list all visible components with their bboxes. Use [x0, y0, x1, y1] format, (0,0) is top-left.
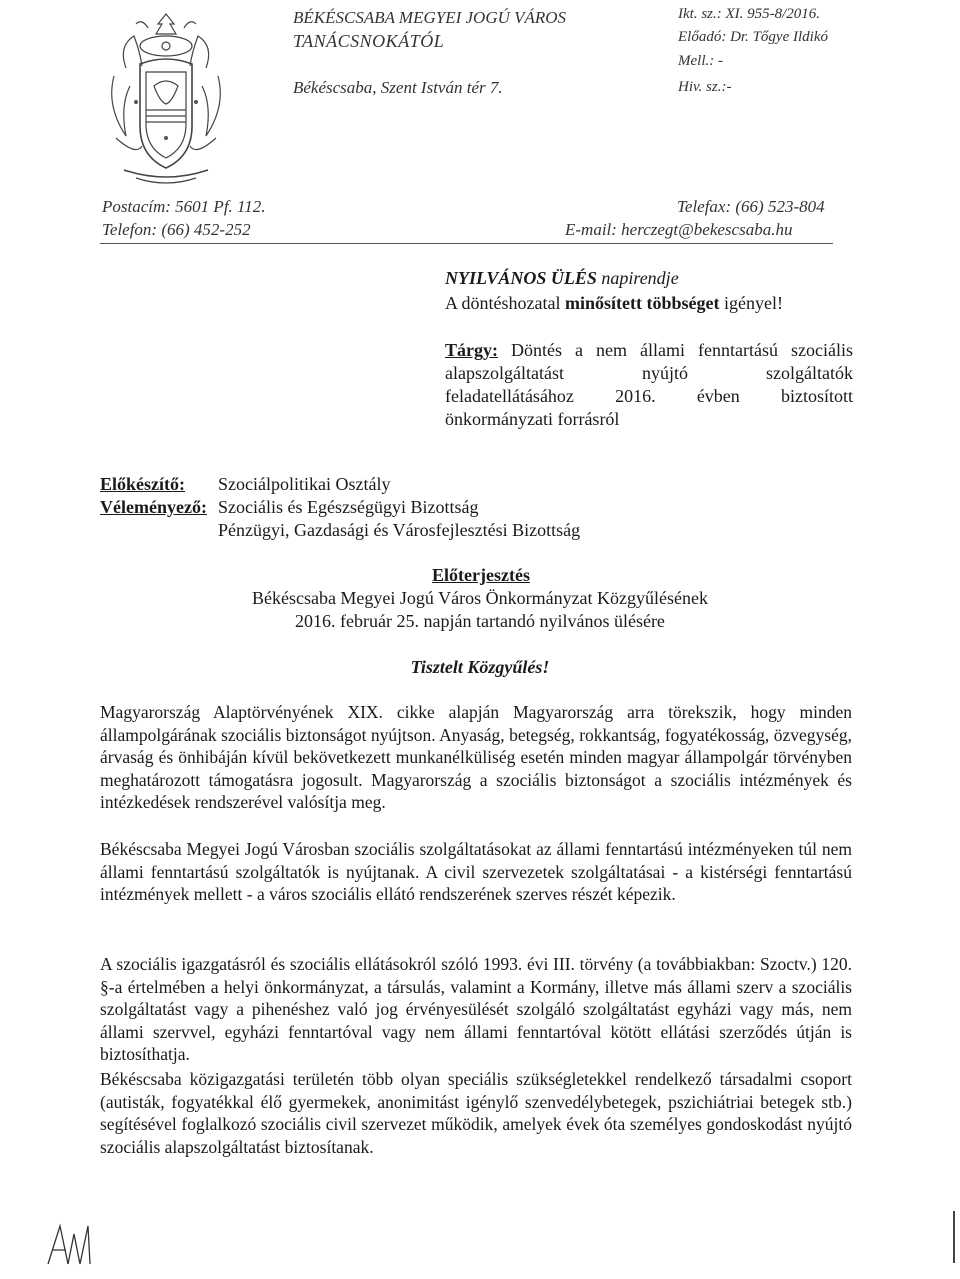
- city-coat-of-arms: [96, 6, 236, 194]
- handwritten-initials: [44, 1220, 96, 1268]
- header-divider: [100, 243, 833, 244]
- org-name-line2: TANÁCSNOKÁTÓL: [293, 31, 445, 51]
- reviewer-label: Véleményező:: [100, 497, 207, 517]
- paragraph-1: Magyarország Alaptörvényének XIX. cikke alapján Magyarország arra törekszik, hogy minden állampolgárának szociális biztonságot nyújtson. Anyaság, betegség, rokkantság, fogyatékosság, özvegység, árvaság és önhibáján kívül bekövetkezett munkanélküliség esetén minden magyar állampolgár törvényben meghatározott támogatásra jogosult. Magyarország a szociális biztonságot a szociális intézmények és intézkedések rendszerével valósítja meg.: [100, 702, 852, 813]
- attachment: Mell.: -: [678, 53, 723, 69]
- session-title-bold: NYILVÁNOS ÜLÉS: [445, 268, 597, 288]
- registry-number: Ikt. sz.: XI. 955-8/2016.: [678, 6, 821, 22]
- subject-line4: önkormányzati forrásról: [445, 409, 620, 429]
- subject-label: Tárgy:: [445, 340, 498, 360]
- session-title: [445, 268, 679, 289]
- majority-note: [445, 293, 783, 314]
- paragraph-4: Békéscsaba közigazgatási területén több olyan speciális szükségletekkel rendelkező társadalmi csoport (autisták, fogyatékkal élő gyermekek, anonimitást igénylő szenvedélybetegek, pszichiátriai betegek stb.) segítésével foglalkozó szociális civil szervezet működik, amelyek évek óta személyes gondoskodást nyújtó szociális alapszolgáltatást biztosítanak.: [100, 1069, 852, 1157]
- reviewer-value1: Szociális és Egészségügyi Bizottság: [218, 497, 479, 517]
- postal-address: Postacím: 5601 Pf. 112.: [102, 197, 266, 216]
- fax: Telefax: (66) 523-804: [677, 197, 825, 216]
- subject-line3: feladatellátásához 2016. évben biztosított: [445, 386, 853, 406]
- preparer-value: Szociálpolitikai Osztály: [218, 474, 391, 494]
- email: E-mail: herczegt@bekescsaba.hu: [565, 220, 793, 239]
- reference-number: Hiv. sz.:-: [678, 79, 732, 95]
- paragraph-3: A szociális igazgatásról és szociális ellátásokról szóló 1993. évi III. törvény (a továbbiakban: Szoctv.) 120. §-a értelmében a helyi önkormányzat, a társulás, valamint a Kormány, illetve más állami szerv a szociális szolgáltatást vagy a pihenéshez való jog érvényesülését szolgáló szolgáltatást egyházi vagy más, nem állami szervvel, egyházi fenntartóval vagy nem állami fenntartóval kötött ellátási szerződés útján is biztosíthatja.: [100, 954, 852, 1065]
- org-name-line1: BÉKÉSCSABA MEGYEI JOGÚ VÁROS: [293, 8, 567, 27]
- org-address: Békéscsaba, Szent István tér 7.: [293, 78, 503, 97]
- reviewer-value2: Pénzügyi, Gazdasági és Városfejlesztési Bizottság: [218, 520, 581, 540]
- majority-note-post: igényel!: [719, 293, 783, 313]
- session-title-rest: napirendje: [596, 268, 679, 288]
- proposal-line2: 2016. február 25. napján tartandó nyilvános ülésére: [295, 611, 665, 631]
- phone: Telefon: (66) 452-252: [102, 220, 251, 239]
- subject-line1: [445, 340, 853, 361]
- presenter: Előadó: Dr. Tőgye Ildikó: [678, 29, 828, 45]
- majority-note-bold: minősített többséget: [564, 293, 720, 313]
- majority-note-pre: A döntéshozatal: [445, 293, 565, 313]
- proposal-heading: Előterjesztés: [432, 565, 530, 585]
- subject-text1: Döntés a nem állami fenntartású szociális: [511, 340, 853, 360]
- preparer-label: Előkészítő:: [100, 474, 185, 494]
- scan-edge-mark: [953, 1211, 955, 1263]
- subject-line2: alapszolgáltatást nyújtó szolgáltatók: [445, 363, 853, 383]
- paragraph-2: Békéscsaba Megyei Jogú Városban szociális szolgáltatásokat az állami fenntartású intézményeken túl nem állami fenntartású szolgáltatók is nyújtanak. A civil szervezetek szolgáltatásai - a kistérségi fenntartású intézmények mellett - a város szociális ellátó rendszerének szerves részét képezik.: [100, 839, 852, 905]
- proposal-line1: Békéscsaba Megyei Jogú Város Önkormányzat Közgyűlésének: [251, 588, 709, 608]
- salutation: Tisztelt Közgyűlés!: [410, 657, 550, 677]
